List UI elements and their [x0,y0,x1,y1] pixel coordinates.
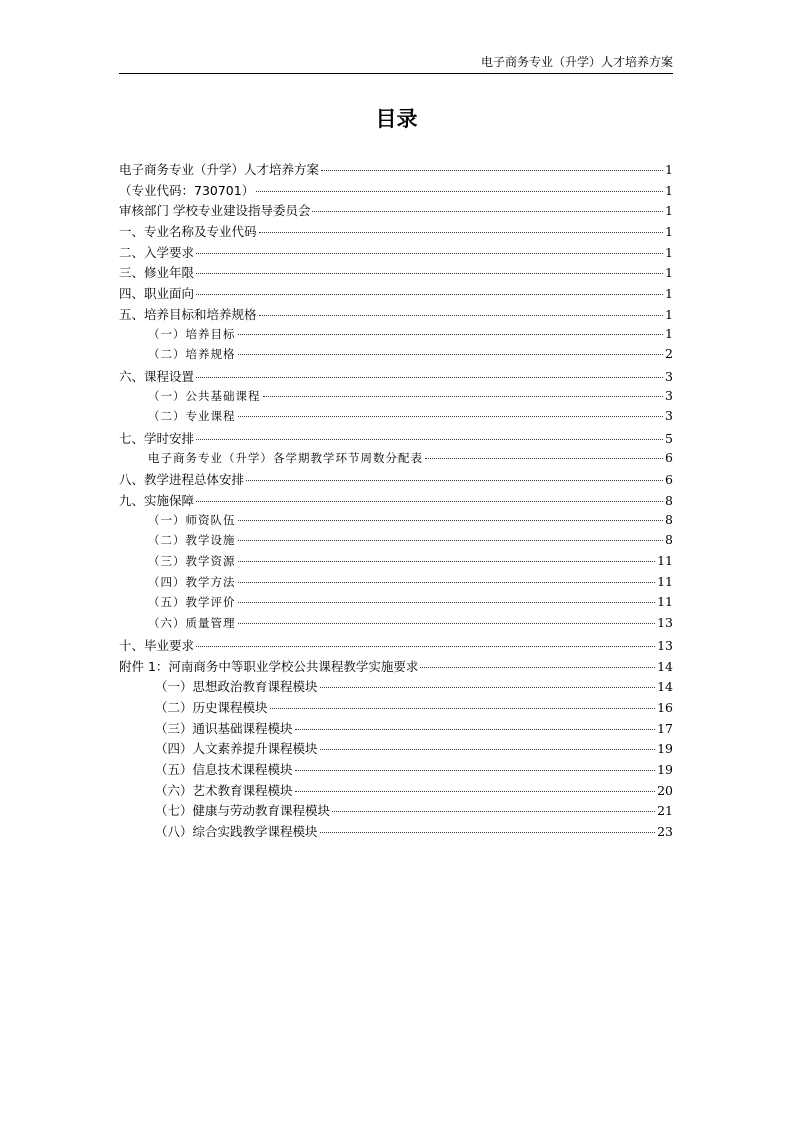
toc-leader-dots [256,191,663,192]
page-header: 电子商务专业（升学）人才培养方案 [480,55,673,69]
toc-leader-dots [270,708,656,709]
toc-entry-label: （四）教学方法 [148,574,236,589]
toc-entry-label: 三、修业年限 [119,265,195,281]
toc-entry-page-number: 14 [657,679,673,695]
toc-leader-dots [196,377,663,378]
toc-entry[interactable] [119,491,673,512]
toc-entry[interactable] [119,719,673,740]
toc-entry[interactable] [119,677,673,698]
toc-entry-label: （八）综合实践教学课程模块 [155,824,318,839]
toc-leader-dots [259,232,663,233]
toc-entry-page-number: 1 [665,203,673,219]
toc-entry[interactable] [119,532,673,553]
toc-leader-dots [246,480,663,481]
toc-entry-page-number: 16 [657,699,673,715]
toc-leader-dots [320,687,656,688]
toc-leader-dots [332,811,655,812]
toc-entry-page-number: 19 [657,761,673,777]
toc-entry-page-number: 1 [665,244,673,260]
toc-leader-dots [425,458,663,459]
toc-title: 目录 [375,106,418,131]
toc-leader-dots [196,294,663,295]
toc-leader-dots [238,540,664,541]
toc-leader-dots [420,667,655,668]
toc-entry[interactable] [119,201,673,222]
toc-entry-page-number: 6 [665,472,673,488]
toc-entry[interactable] [119,367,673,388]
toc-entry-label: （六）质量管理 [148,616,236,631]
toc-entry-label: 五、培养目标和培养规格 [119,306,257,322]
toc-entry-page-number: 23 [657,824,673,839]
toc-leader-dots [320,749,656,750]
toc-entry-label: （一）培养目标 [148,326,236,341]
toc-entry[interactable] [119,326,673,347]
toc-entry[interactable] [119,263,673,284]
toc-entry-label: 七、学时安排 [119,430,195,446]
toc-leader-dots [238,623,656,624]
toc-entry-label: 电子商务专业（升学）人才培养方案 [119,162,320,177]
toc-leader-dots [295,791,656,792]
toc-entry[interactable] [119,346,673,367]
toc-entry-page-number: 8 [665,493,673,508]
toc-entry-label: （二）历史课程模块 [155,699,268,715]
toc-leader-dots [259,315,663,316]
toc-leader-dots [238,561,656,562]
toc-leader-dots [196,501,663,502]
toc-entry-page-number: 5 [665,430,673,446]
toc-entry-label: （二）专业课程 [148,409,236,424]
toc-entry[interactable] [119,181,673,202]
toc-leader-dots [312,211,663,212]
toc-entry-label: （三）通识基础课程模块 [155,720,293,736]
toc-entry-page-number: 19 [657,741,673,757]
toc-entry-page-number: 1 [665,286,673,302]
toc-entry-page-number: 6 [665,449,673,465]
toc-entry-page-number: 14 [657,658,673,674]
toc-leader-dots [238,602,656,603]
toc-entry[interactable] [119,388,673,409]
toc-entry[interactable] [119,760,673,781]
toc-leader-dots [238,416,664,417]
toc-entry-page-number: 20 [657,782,673,798]
toc-entry-page-number: 1 [665,306,673,322]
toc-entry[interactable] [119,781,673,802]
toc-entry-page-number: 11 [657,553,673,569]
toc-entry[interactable] [119,657,673,678]
toc-leader-dots [321,170,663,171]
toc-entry[interactable] [119,160,673,181]
toc-entry-page-number: 17 [657,720,673,736]
toc-entry[interactable] [119,450,673,471]
toc-entry-page-number: 2 [665,346,673,362]
toc-entry-label: （五）信息技术课程模块 [155,761,293,777]
toc-entry-page-number: 1 [665,182,673,198]
toc-entry[interactable] [119,429,673,450]
toc-entry-label: （三）教学资源 [148,554,236,569]
toc-entry-label: （四）人文素养提升课程模块 [155,741,318,757]
toc-entry[interactable] [119,822,673,843]
toc-entry-label: （七）健康与劳动教育课程模块 [155,803,331,819]
toc-entry[interactable] [119,739,673,760]
toc-entry[interactable] [119,615,673,636]
toc-entry[interactable] [119,305,673,326]
toc-entry[interactable] [119,698,673,719]
table-of-contents [119,160,673,843]
toc-leader-dots [196,273,663,274]
toc-leader-dots [263,396,664,397]
toc-entry-label: 一、专业名称及专业代码 [119,224,257,240]
toc-entry-page-number: 21 [657,803,673,819]
toc-leader-dots [238,354,664,355]
toc-leader-dots [295,729,656,730]
toc-entry-page-number: 3 [665,387,673,403]
toc-leader-dots [238,520,664,521]
toc-entry-page-number: 11 [657,594,673,610]
toc-entry-label: （二）培养规格 [148,347,236,362]
toc-entry-label: 九、实施保障 [119,493,195,508]
toc-entry-label: （专业代码：730701） [119,182,255,198]
toc-entry-page-number: 13 [657,615,673,631]
toc-entry-label: （五）教学评价 [148,595,236,610]
toc-entry-page-number: 13 [657,637,673,653]
toc-entry[interactable] [119,408,673,429]
toc-entry-page-number: 1 [665,224,673,240]
toc-entry-page-number: 8 [665,511,673,527]
toc-entry[interactable] [119,470,673,491]
toc-entry[interactable] [119,243,673,264]
toc-entry[interactable] [119,512,673,533]
toc-entry-page-number: 1 [665,162,673,177]
toc-entry[interactable] [119,801,673,822]
toc-entry-label: 电子商务专业（升学）各学期教学环节周数分配表 [148,450,423,465]
toc-entry-label: （六）艺术教育课程模块 [155,782,293,798]
toc-leader-dots [320,832,656,833]
toc-entry[interactable] [119,222,673,243]
toc-leader-dots [238,582,656,583]
toc-entry-label: 附件 1：河南商务中等职业学校公共课程教学实施要求 [119,658,419,674]
toc-entry-label: 审核部门 学校专业建设指导委员会 [119,203,311,219]
toc-entry-page-number: 1 [665,325,673,341]
toc-entry-page-number: 3 [665,368,673,384]
toc-entry[interactable] [119,636,673,657]
toc-entry[interactable] [119,574,673,595]
toc-leader-dots [238,334,664,335]
toc-entry-label: 十、毕业要求 [119,637,195,653]
toc-entry-label: 四、职业面向 [119,286,195,302]
toc-entry-page-number: 11 [657,573,673,589]
toc-leader-dots [295,770,656,771]
toc-entry-page-number: 3 [665,408,673,424]
toc-entry-label: 八、教学进程总体安排 [119,472,245,488]
toc-leader-dots [196,439,663,440]
toc-entry-label: （二）教学设施 [148,533,236,548]
toc-leader-dots [196,646,655,647]
toc-entry-page-number: 1 [665,265,673,281]
toc-entry[interactable] [119,594,673,615]
toc-entry-page-number: 8 [665,532,673,548]
toc-leader-dots [196,253,663,254]
toc-entry-label: 二、入学要求 [119,244,195,260]
toc-entry-label: （一）师资队伍 [148,512,236,527]
toc-entry-label: 六、课程设置 [119,368,195,384]
toc-entry[interactable] [119,284,673,305]
toc-entry-label: （一）思想政治教育课程模块 [155,679,318,695]
toc-entry[interactable] [119,553,673,574]
header-divider [119,73,673,74]
toc-entry-label: （一）公共基础课程 [148,388,261,403]
